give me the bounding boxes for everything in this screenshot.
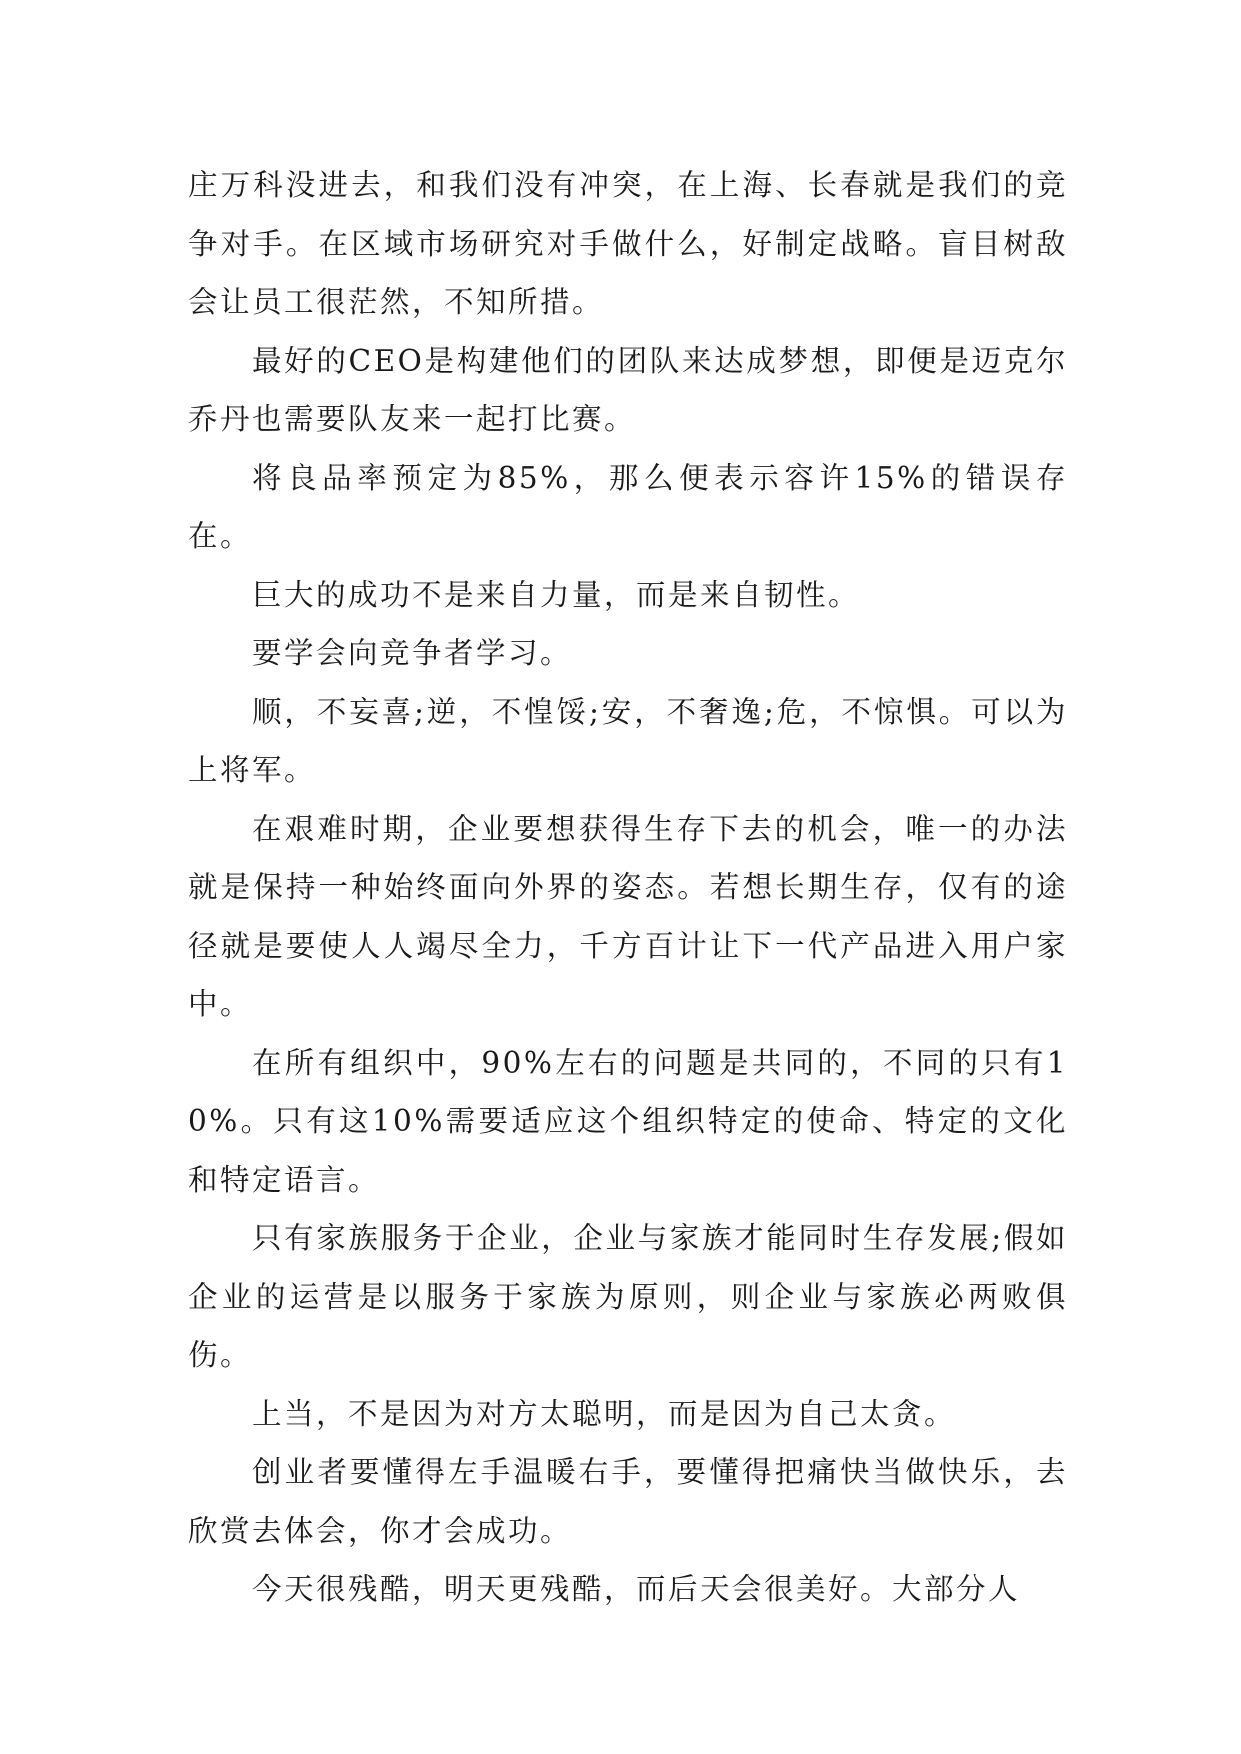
paragraph: 将良品率预定为85%，那么便表示容许15%的错误存在。 (188, 460, 1068, 553)
paragraph: 在艰难时期，企业要想获得生存下去的机会，唯一的办法就是保持一种始终面向外界的姿态。若想长期生存，仅有的途径就是要使人人竭尽全力，千方百计让下一代产品进入用户家中。 (188, 811, 1068, 1021)
paragraph: 创业者要懂得左手温暖右手，要懂得把痛快当做快乐，去欣赏去体会，你才会成功。 (188, 1455, 1068, 1548)
paragraph: 最好的CEO是构建他们的团队来达成梦想，即便是迈克尔乔丹也需要队友来一起打比赛。 (188, 343, 1068, 436)
paragraph: 庄万科没进去，和我们没有冲突，在上海、长春就是我们的竞争对手。在区域市场研究对手做什么，好制定战略。盲目树敌会让员工很茫然，不知所措。 (188, 168, 1068, 319)
paragraph: 上当，不是因为对方太聪明，而是因为自己太贪。 (252, 1396, 957, 1431)
paragraph: 今天很残酷，明天更残酷，而后天会很美好。大部分人 (252, 1572, 1021, 1606)
paragraph: 顺，不妄喜;逆，不惶馁;安，不奢逸;危，不惊惧。可以为上将军。 (188, 694, 1068, 787)
document-body (188, 156, 1068, 1619)
paragraph: 在所有组织中，90%左右的问题是共同的，不同的只有10%。只有这10%需要适应这个组织特定的使命、特定的文化和特定语言。 (188, 1045, 1068, 1197)
paragraph: 要学会向竞争者学习。 (252, 636, 573, 670)
paragraph: 只有家族服务于企业，企业与家族才能同时生存发展;假如企业的运营是以服务于家族为原则，则企业与家族必两败俱伤。 (188, 1221, 1068, 1372)
paragraph: 巨大的成功不是来自力量，而是来自韧性。 (252, 577, 861, 612)
